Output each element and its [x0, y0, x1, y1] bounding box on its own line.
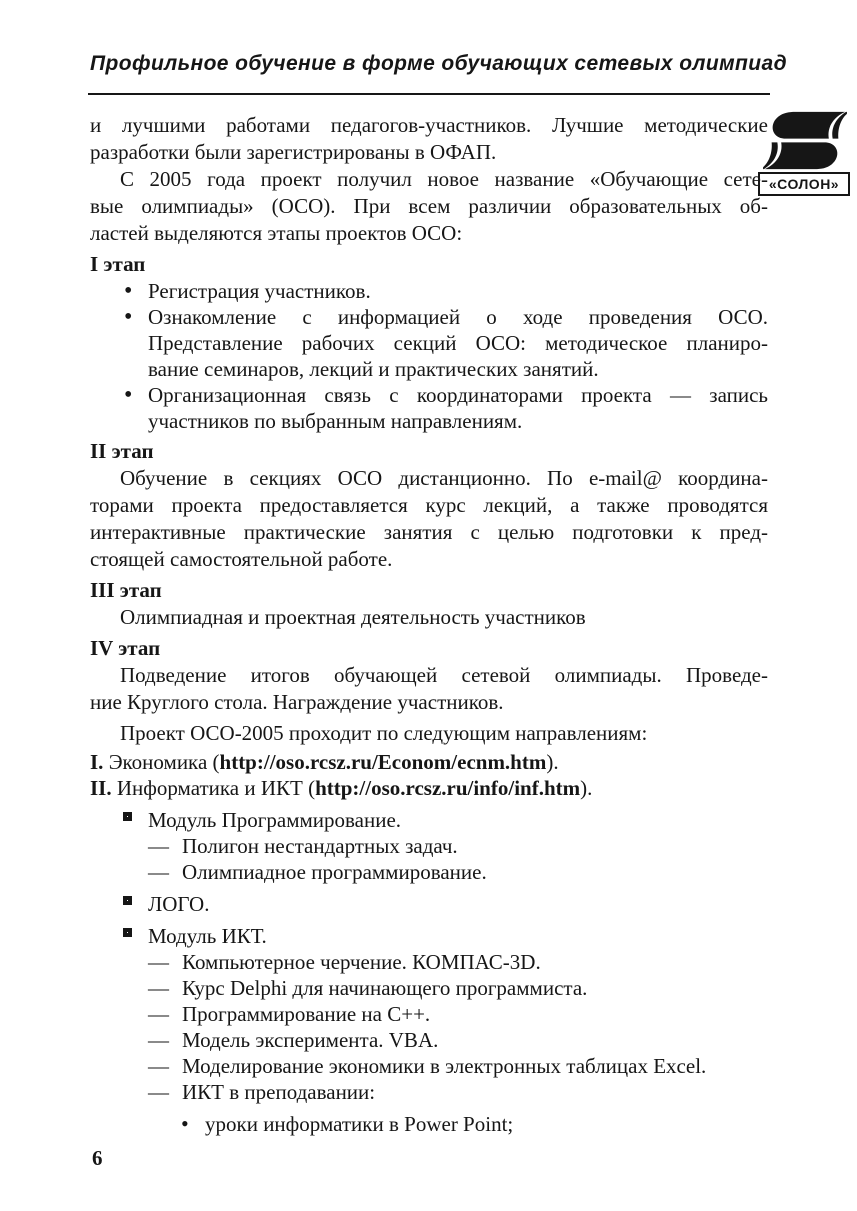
modules-list	[90, 807, 768, 1137]
page-number: 6	[92, 1146, 103, 1170]
text-line: Ознакомление с информацией о ходе проведения ОСО.	[148, 305, 768, 329]
text-line: Проект ОСО-2005 проходит по следующим направлениям:	[120, 721, 648, 745]
text-line: С 2005 года проект получил новое название «Обучающие сете-	[120, 167, 768, 191]
paragraph-stage-4	[90, 662, 768, 716]
bullet-icon: •	[124, 304, 133, 330]
text-line: Олимпиадное программирование.	[182, 860, 487, 884]
list-item	[90, 859, 768, 885]
stage-heading-4: IV этап	[90, 636, 161, 660]
list-item	[90, 382, 768, 434]
stage-heading-1: I этап	[90, 252, 146, 276]
publisher-logo	[762, 110, 852, 192]
text-line: торами проекта предоставляется курс лекций, а также проводятся	[90, 493, 768, 517]
directions-list	[90, 749, 768, 801]
module-item	[90, 807, 768, 833]
list-item	[90, 1001, 768, 1027]
square-bullet-icon	[123, 812, 132, 821]
direction-name: Экономика (	[103, 750, 220, 774]
text-line: Модуль Программирование.	[148, 808, 402, 832]
header-rule	[88, 93, 770, 95]
list-item	[90, 949, 768, 975]
direction-number: II.	[90, 776, 112, 800]
text-line: ластей выделяются этапы проектов ОСО:	[90, 221, 463, 245]
direction-name: Информатика и ИКТ (	[111, 776, 316, 800]
paragraph-stage-2	[90, 465, 768, 573]
direction-number: I.	[90, 750, 104, 774]
sub-bullet-item	[90, 1111, 768, 1137]
bullet-icon: •	[124, 278, 133, 304]
square-bullet-icon	[123, 896, 132, 905]
text-line: и лучшими работами педагогов-участников. Лучшие методические	[90, 113, 768, 137]
paragraph-intro-2	[90, 166, 768, 247]
direction-tail: ).	[546, 750, 559, 774]
text-line: Регистрация участников.	[148, 279, 371, 303]
text-line: Моделирование экономики в электронных таблицах Excel.	[182, 1054, 707, 1078]
text-line: Модуль ИКТ.	[148, 924, 267, 948]
text-line: стоящей самостоятельной работе.	[90, 547, 393, 571]
text-line: Курс Delphi для начинающего программиста.	[182, 976, 588, 1000]
text-line: Программирование на C++.	[182, 1002, 431, 1026]
text-line: участников по выбранным направлениям.	[148, 409, 523, 433]
page-content	[90, 112, 768, 1137]
bullet-icon: •	[181, 1111, 189, 1136]
direction-tail: ).	[580, 776, 593, 800]
text-line: вые олимпиады» (ОСО). При всем различии образовательных об-	[90, 194, 768, 218]
dash-icon: —	[148, 1054, 169, 1078]
paragraph-project	[90, 720, 768, 747]
stage-heading-3: III этап	[90, 578, 162, 602]
text-line: Компьютерное черчение. КОМПАС-3D.	[182, 950, 541, 974]
text-line: разработки были зарегистрированы в ОФАП.	[90, 140, 497, 164]
publisher-logo-label: «СОЛОН»	[758, 172, 850, 196]
list-item	[90, 1053, 768, 1079]
paragraph-stage-3	[90, 604, 768, 631]
text-line: ИКТ в преподавании:	[182, 1080, 376, 1104]
dash-icon: —	[148, 1002, 169, 1026]
list-item	[90, 1079, 768, 1105]
dash-icon: —	[148, 1080, 169, 1104]
dash-icon: —	[148, 834, 169, 858]
text-line: Олимпиадная и проектная деятельность участников	[120, 605, 586, 629]
list-item	[90, 833, 768, 859]
list-item	[90, 304, 768, 382]
dash-icon: —	[148, 950, 169, 974]
direction-url: http://oso.rcsz.ru/Econom/ecnm.htm	[219, 750, 547, 774]
direction-item	[90, 775, 768, 801]
module-item	[90, 923, 768, 949]
text-line: Модель эксперимента. VBA.	[182, 1028, 439, 1052]
text-line: Подведение итогов обучающей сетевой олимпиады. Проведе-	[120, 663, 768, 687]
text-line: Представление рабочих секций ОСО: методическое планиро-	[148, 331, 768, 355]
text-line: Обучение в секциях ОСО дистанционно. По e-mail@ координа-	[120, 466, 768, 490]
list-item	[90, 1027, 768, 1053]
dash-icon: —	[148, 860, 169, 884]
list-item	[90, 975, 768, 1001]
solon-s-icon	[762, 110, 848, 171]
direction-url: http://oso.rcsz.ru/info/inf.htm	[315, 776, 581, 800]
running-head: Профильное обучение в форме обучающих сетевых олимпиад	[90, 52, 787, 75]
stage-heading-2: II этап	[90, 439, 154, 463]
bullet-icon: •	[124, 382, 133, 408]
paragraph-intro-1	[90, 112, 768, 166]
text-line: интерактивные практические занятия с целью подготовки к пред-	[90, 520, 768, 544]
text-line: уроки информатики в Power Point;	[205, 1112, 514, 1136]
text-line: вание семинаров, лекций и практических занятий.	[148, 357, 599, 381]
direction-item	[90, 749, 768, 775]
text-line: ЛОГО.	[148, 892, 210, 916]
dash-icon: —	[148, 1028, 169, 1052]
text-line: Полигон нестандартных задач.	[182, 834, 458, 858]
text-line: ние Круглого стола. Награждение участников.	[90, 690, 504, 714]
square-bullet-icon	[123, 928, 132, 937]
text-line: Организационная связь с координаторами проекта — запись	[148, 383, 768, 407]
module-item	[90, 891, 768, 917]
dash-icon: —	[148, 976, 169, 1000]
list-item	[90, 278, 768, 304]
